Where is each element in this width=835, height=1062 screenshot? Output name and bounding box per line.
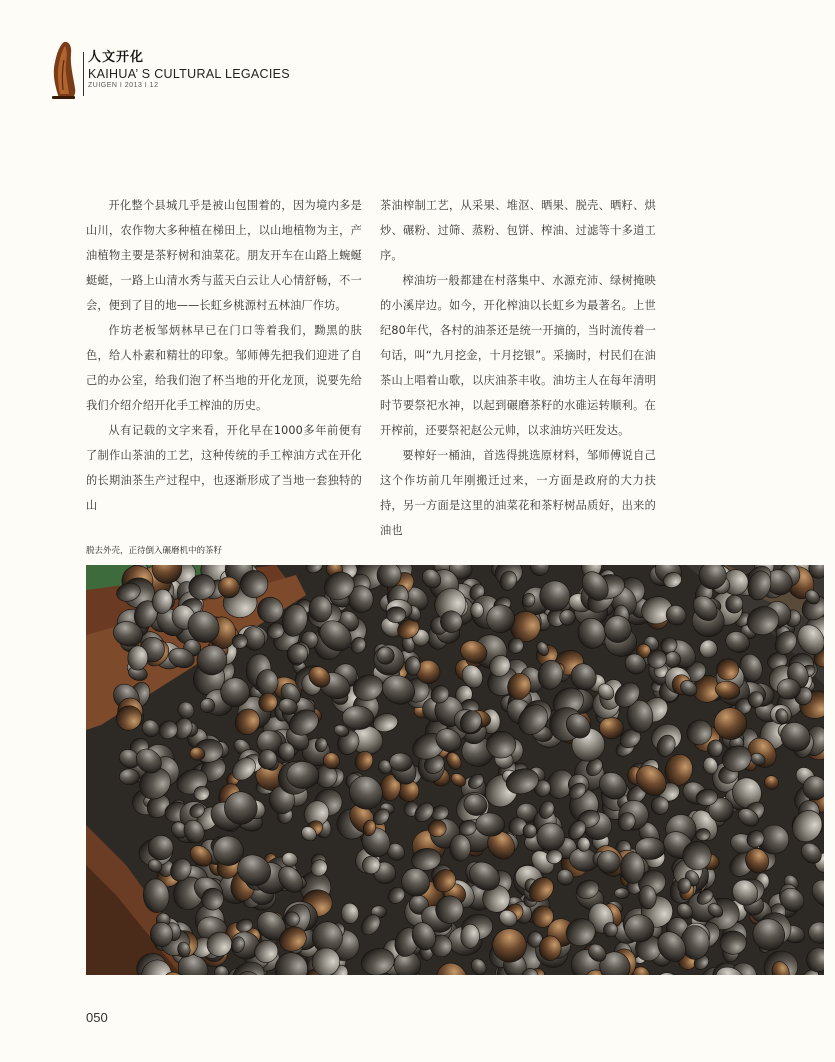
article-column-right [380, 193, 656, 543]
paragraph: 要榨好一桶油，首选得挑选原材料，邹师傅说自己这个作坊前几年刚搬迁过来，一方面是政府的大力扶持，另一方面是这里的油菜花和茶籽树品质好，出来的油也 [380, 449, 656, 537]
paragraph: 开化整个县城几乎是被山包围着的，因为境内多是山川，农作物大多种植在梯田上，以山地植物为主，产油植物主要是茶籽树和油菜花。朋友开车在山路上蜿蜒蜓蜓，一路上山清水秀与蓝天白云让人心情舒畅，不一会，便到了目的地——长虹乡桃源村五林油厂作坊。 [86, 199, 362, 312]
tea-seed [777, 678, 801, 699]
header-divider [83, 52, 84, 96]
section-title-en: KAIHUA’ S CULTURAL LEGACIES [88, 67, 290, 81]
magazine-header [48, 40, 348, 102]
article-column-left [86, 193, 362, 518]
tea-seed [720, 931, 747, 955]
page-number: 050 [86, 1010, 108, 1025]
tea-seed [405, 656, 421, 675]
paragraph: 榨油坊一般都建在村落集中、水源充沛、绿树掩映的小溪岸边。如今，开化榨油以长虹乡为最著名。上世纪80年代，各村的油茶还是统一开摘的，当时流传着一句话，叫“九月挖金，十月挖银”。采摘时，村民们在油茶山上唱着山歌，以庆油茶丰收。油坊主人在每年清明时节要祭祀水神，以起到碾磨茶籽的水碓运转顺利。在开榨前，还要祭祀赵公元帅，以求油坊兴旺发达。 [380, 274, 656, 437]
paragraph: 从有记载的文字来看，开化早在1000多年前便有了制作山茶油的工艺，这种传统的手工榨油方式在开化的长期油茶生产过程中，也逐渐形成了当地一套独特的山 [86, 424, 362, 512]
photo-caption: 脱去外壳，正待倒入碾磨机中的茶籽 [86, 546, 223, 556]
tea-seed [603, 922, 617, 937]
section-title-cn: 人文开化 [88, 50, 145, 65]
paragraph-continued: 茶油榨制工艺，从采果、堆沤、晒果、脱壳、晒籽、烘炒、碾粉、过筛、蒸粉、包饼、榨油、过滤等十多道工序。 [380, 199, 656, 262]
tea-seed [128, 646, 148, 671]
tea-seed [620, 852, 644, 884]
tea-seed [460, 924, 479, 949]
tea-seed [119, 769, 139, 785]
tea-seed [486, 731, 516, 758]
paragraph: 作坊老板邹炳林早已在门口等着我们，黝黑的肤色，给人朴素和精壮的印象。邹师傅先把我们迎进了自己的办公室，给我们泡了杯当地的开化龙顶，说要先给我们介绍介绍开化手工榨油的历史。 [86, 324, 362, 412]
root-sculpture-logo-icon [48, 40, 78, 100]
tea-seed-photo [86, 565, 824, 975]
tea-seeds-image [86, 565, 824, 975]
tea-seed [614, 888, 629, 899]
tea-seed [539, 936, 561, 961]
issue-label: ZUIGEN I 2013 I 12 [88, 82, 159, 89]
